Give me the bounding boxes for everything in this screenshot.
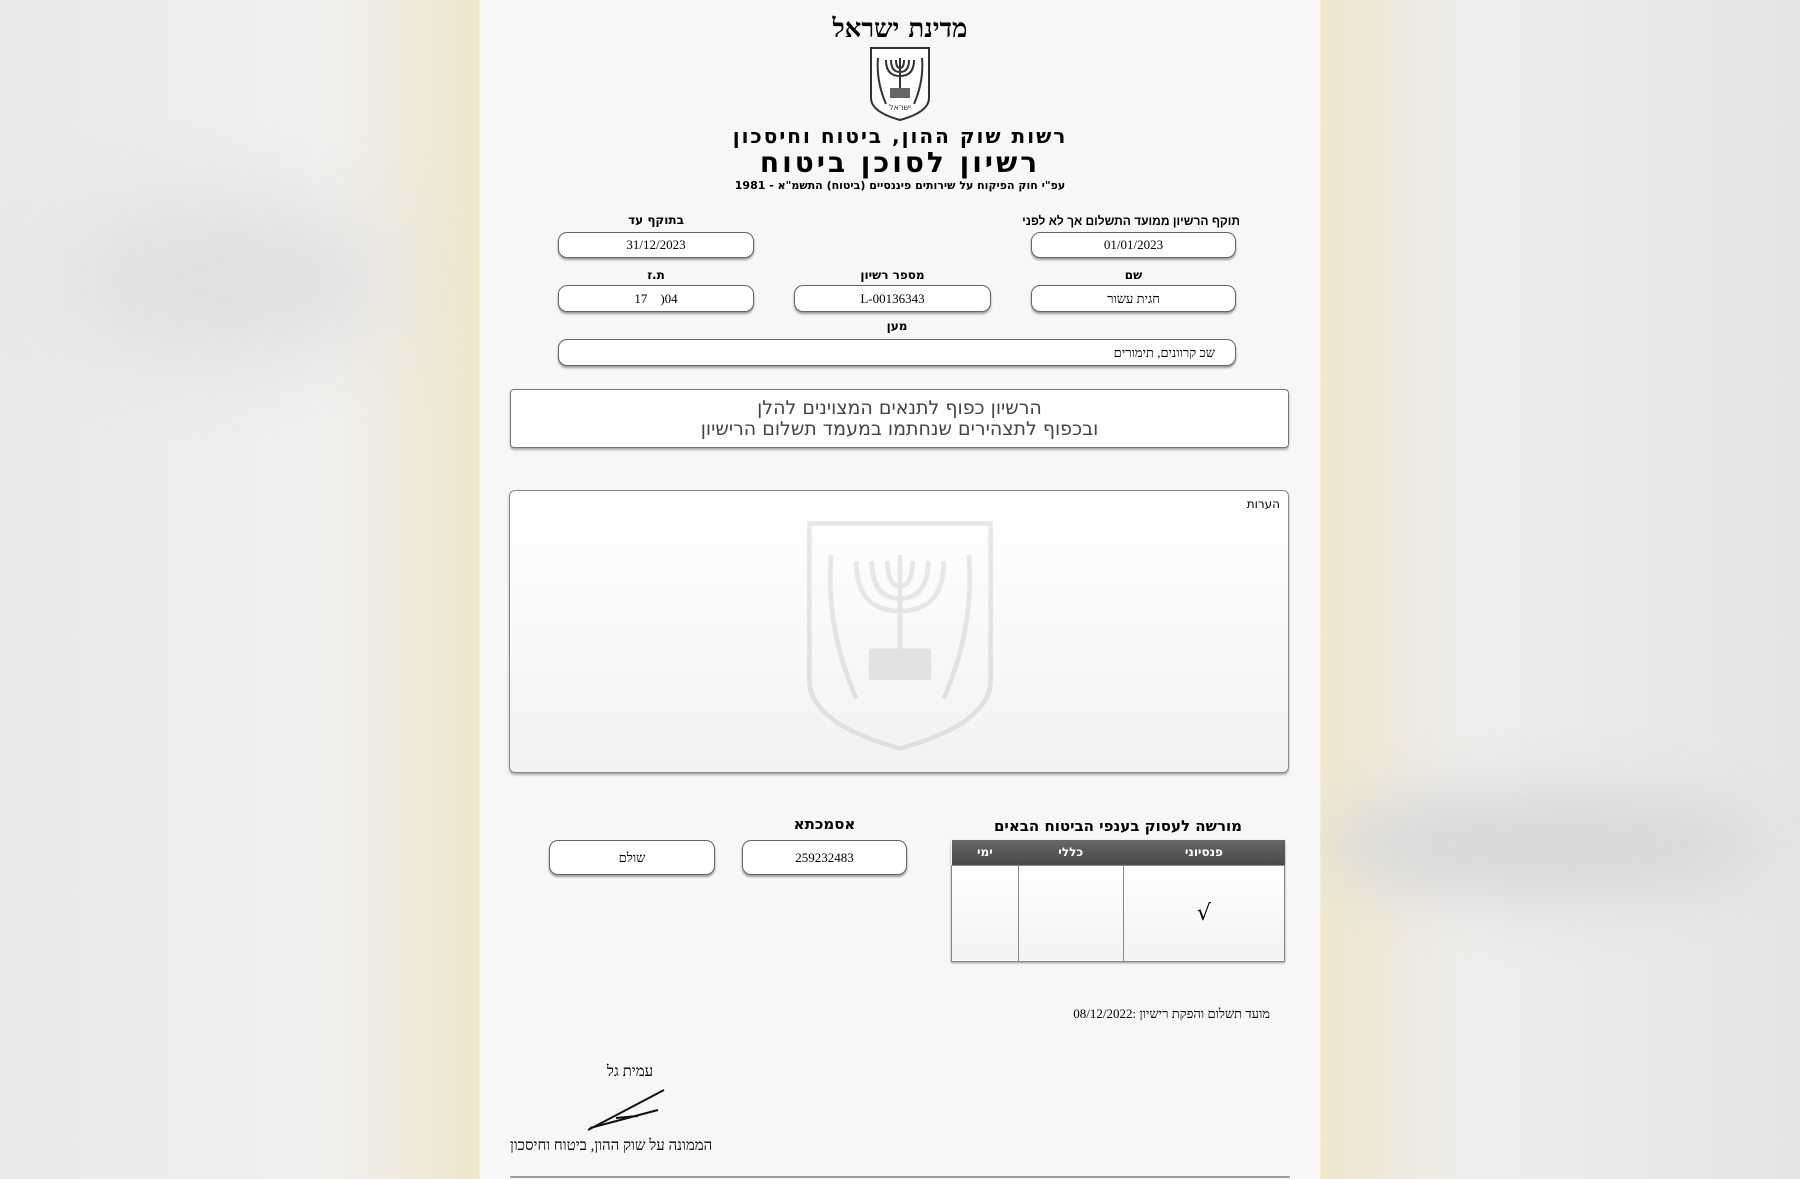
license-number-field: L-00136343: [794, 285, 991, 312]
authority-name: רשות שוק ההון, ביטוח וחיסכון: [732, 124, 1068, 148]
background-blur: [1330, 790, 1760, 900]
payment-status-field: שולם: [549, 840, 715, 875]
id-label: ת.ז: [647, 268, 665, 282]
conditions-line-1: הרשיון כפוף לתנאים המצוינים להלן: [757, 397, 1042, 419]
signer-title: הממונה על שוק ההון, ביטוח וחיסכון: [510, 1138, 713, 1154]
law-reference: עפ"י חוק הפיקוח על שירותים פיננסיים (ביטוח) התשמ"א - 1981: [734, 179, 1066, 192]
background-blur: [60, 200, 390, 360]
column-header: פנסיוני: [1123, 840, 1284, 865]
conditions-box: [510, 389, 1289, 448]
conditions-line-2: ובכפוף לתצהירים שנחתמו במעמד תשלום הרישיון: [700, 418, 1099, 440]
signer-name: עמית גל: [606, 1064, 654, 1080]
branches-title: מורשה לעסוק בענפי הביטוח הבאים: [993, 817, 1243, 835]
address-field: שכ קרוונים, תימורים: [558, 339, 1236, 366]
id-field: 04( 17: [558, 285, 754, 312]
license-document: [480, 0, 1320, 1179]
address-label: מען: [886, 319, 908, 333]
signature-image: [586, 1088, 666, 1132]
emblem-watermark-icon: [800, 511, 1000, 761]
reference-label: אסמכתא: [793, 815, 856, 833]
valid-from-label: תוקף הרשיון ממועד התשלום אך לא לפני: [1022, 214, 1240, 228]
emblem-text: ישראל: [889, 103, 911, 112]
payment-date-label: מועד תשלום והפקת רישיון: [1139, 1006, 1270, 1021]
license-number-label: מספר רשיון: [860, 268, 925, 282]
column-header: ימי: [952, 840, 1019, 865]
document-title: רשיון לסוכן ביטוח: [759, 146, 1041, 179]
reference-field: 259232483: [742, 840, 907, 875]
payment-date-line: מועד תשלום והפקת רישיון :08/12/2022: [1073, 1006, 1270, 1021]
branch-cell: [1018, 865, 1123, 961]
notes-label: הערות: [1246, 497, 1280, 511]
branches-table: [951, 840, 1285, 962]
name-field: חגית עשור: [1031, 285, 1236, 312]
name-label: שם: [1124, 268, 1143, 282]
notes-box: [509, 490, 1289, 773]
column-header: כללי: [1018, 840, 1123, 865]
branch-cell: [952, 865, 1019, 961]
payment-date: 08/12/2022: [1073, 1006, 1133, 1021]
valid-from-field: 01/01/2023: [1031, 232, 1236, 258]
state-title: מדינת ישראל: [832, 14, 968, 44]
state-emblem-icon: [868, 46, 932, 122]
divider: [510, 1176, 1290, 1178]
branch-cell: √: [1123, 865, 1284, 961]
valid-to-field: 31/12/2023: [558, 232, 754, 258]
valid-to-label: בתוקף עד: [628, 213, 684, 227]
